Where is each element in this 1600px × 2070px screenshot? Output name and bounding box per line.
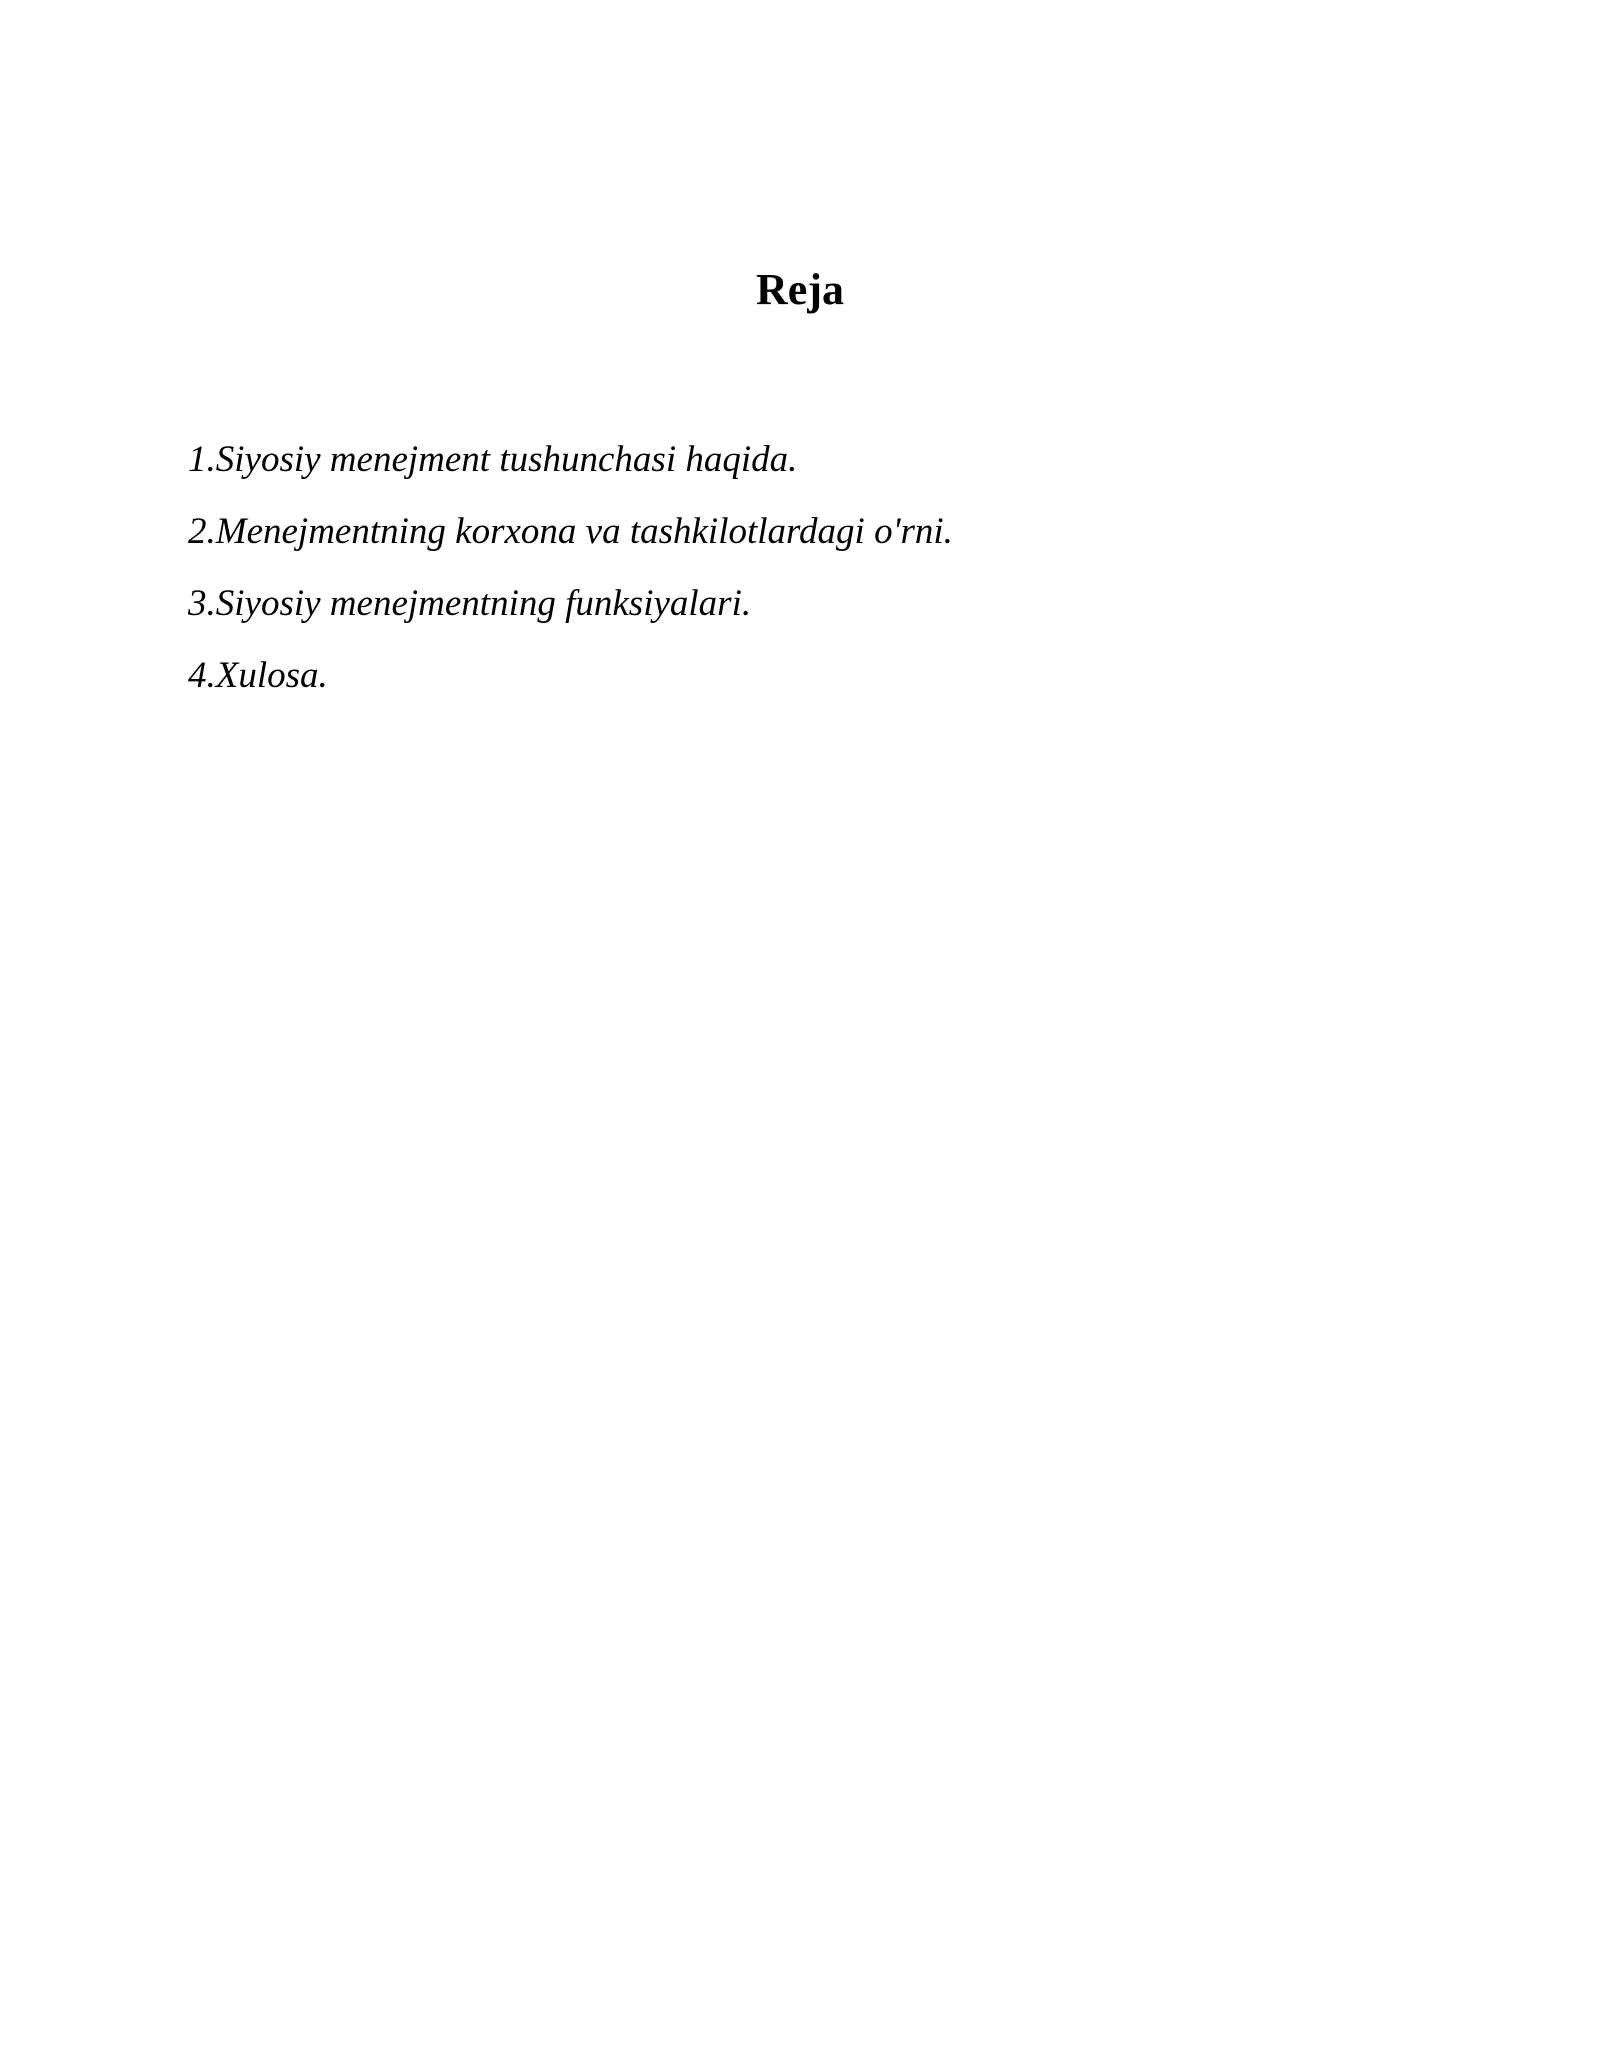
plan-list [188, 436, 953, 724]
plan-item: 1.Siyosiy menejment tushunchasi haqida. [188, 439, 798, 480]
plan-item: 2.Menejmentning korxona va tashkilotlardagi o'rni. [188, 511, 953, 552]
plan-item: 4.Xulosa. [188, 655, 328, 696]
page-title: Reja [756, 265, 844, 314]
plan-item: 3.Siyosiy menejmentning funksiyalari. [188, 583, 752, 624]
